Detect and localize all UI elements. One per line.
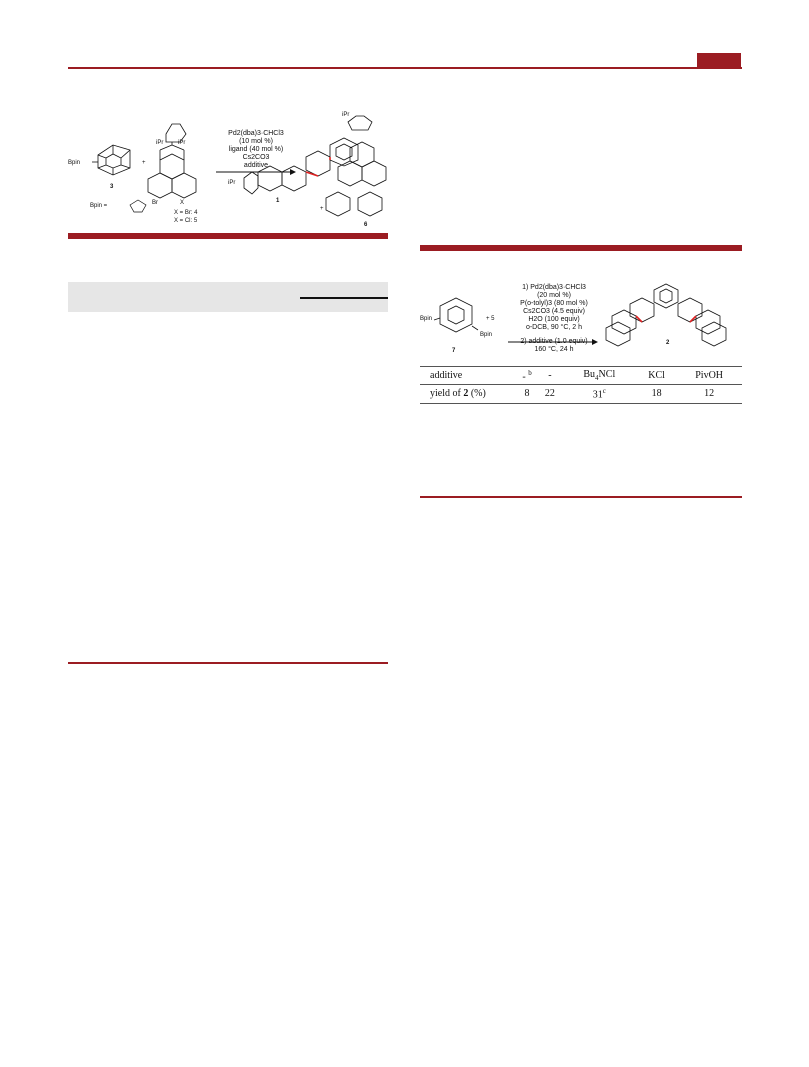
scheme-2-condition: Cs2CO3 (4.5 equiv) xyxy=(523,308,585,315)
plus-5-label: + 5 xyxy=(486,316,495,322)
compound-1-label: 1 xyxy=(276,198,280,204)
ipr-label-left: iPr xyxy=(156,140,164,146)
table-cell: - xyxy=(538,367,562,385)
ipr-label-6: iPr xyxy=(342,112,350,118)
x-cl-label: X = Cl: 5 xyxy=(174,218,198,224)
table-cell: PivOH xyxy=(676,367,742,385)
table-row-label: yield of 2 (%) xyxy=(420,385,516,403)
scheme-2-condition: H2O (100 equiv) xyxy=(528,316,580,323)
footnote-b: b xyxy=(528,369,532,377)
scheme-2-condition: P(o-tolyl)3 (80 mol %) xyxy=(520,300,588,307)
table-cell: KCl xyxy=(637,367,676,385)
plus-sign: + xyxy=(142,160,146,166)
compound-7-label: 7 xyxy=(452,348,456,354)
compound-2-label: 2 xyxy=(666,340,670,346)
header-tab xyxy=(697,53,741,67)
yield-table-grid xyxy=(420,366,742,404)
bpin-left-label: Bpin xyxy=(420,316,433,322)
table-header-line xyxy=(300,297,388,299)
scheme-1 xyxy=(68,110,388,235)
scheme-2-condition: (20 mol %) xyxy=(537,292,571,299)
compound-3-label: 3 xyxy=(110,184,114,190)
table-cell: 8 xyxy=(516,385,538,403)
scheme-1-condition: ligand (40 mol %) xyxy=(228,146,284,153)
scheme-2-conditions xyxy=(506,284,602,354)
scheme-2-top-rule xyxy=(420,245,742,251)
scheme-1-conditions xyxy=(214,130,298,170)
scheme-2 xyxy=(420,282,742,368)
table-cell: $Bu_4NCl$ xyxy=(562,367,637,385)
right-footer-rule xyxy=(420,496,742,498)
x-br-label: X = Br: 4 xyxy=(174,210,198,216)
scheme-2-condition: 1) Pd2(dba)3·CHCl3 xyxy=(522,284,586,291)
scheme-1-condition: Cs2CO3 xyxy=(242,154,270,161)
footnote-c: c xyxy=(602,387,606,396)
ipr-label-product: iPr xyxy=(228,180,236,186)
table-cell: 22 xyxy=(538,385,562,403)
scheme-1-structures xyxy=(68,110,388,235)
table-row xyxy=(420,385,742,403)
bpin-label: Bpin xyxy=(68,160,81,166)
scheme-2-condition: o-DCB, 90 °C, 2 h xyxy=(525,324,583,331)
table-cell: 12 xyxy=(676,385,742,403)
bpin-right-label: Bpin xyxy=(480,332,493,338)
br-label: Br xyxy=(152,200,158,206)
yield-table xyxy=(420,366,742,404)
table-row-label: additive xyxy=(420,367,516,385)
bpin-definition: Bpin = xyxy=(90,203,108,209)
header-rule xyxy=(68,67,742,69)
scheme-1-condition: additive xyxy=(243,162,269,169)
table-cell: 18 xyxy=(637,385,676,403)
scheme-1-rule xyxy=(68,233,388,239)
plus-sign-2: + xyxy=(320,206,324,212)
left-footer-rule xyxy=(68,662,388,664)
table-cell: 31$^c$ xyxy=(562,385,637,403)
ipr-label-right: iPr xyxy=(178,140,186,146)
scheme-2-condition: 2) additive (1.0 equiv) xyxy=(520,338,588,345)
scheme-2-condition: 160 °C, 24 h xyxy=(534,346,574,353)
table-row xyxy=(420,367,742,385)
table-cell: - $^b$ xyxy=(516,367,538,385)
scheme-1-condition: Pd2(dba)3·CHCl3 xyxy=(228,130,284,137)
scheme-1-condition: (10 mol %) xyxy=(239,138,273,145)
x-label: X xyxy=(180,200,185,206)
compound-6-label: 6 xyxy=(364,222,368,228)
